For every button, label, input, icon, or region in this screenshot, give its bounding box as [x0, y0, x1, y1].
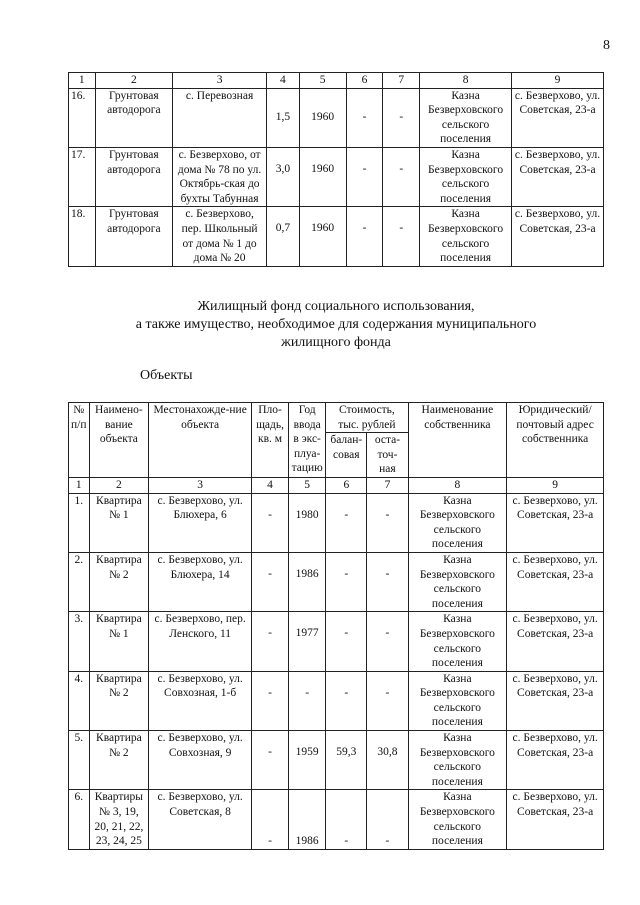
header-area: Пло-щадь, кв. м — [252, 403, 289, 478]
owner: Казна Безверховского сельского поселения — [408, 731, 507, 790]
object-name: Квартира № 2 — [89, 731, 149, 790]
owner: Казна Безверховского сельского поселения — [408, 790, 507, 849]
table-row — [69, 612, 604, 671]
cell-c7: - — [383, 88, 420, 147]
object-name: Квартира № 2 — [89, 552, 149, 611]
owner-address: с. Безверхово, ул. Советская, 23-а — [512, 207, 604, 266]
object-location: с. Безверхово, ул. Блюхера, 14 — [149, 552, 252, 611]
owner-address: с. Безверхово, ул. Советская, 23-а — [507, 612, 604, 671]
owner-address: с. Безверхово, ул. Советская, 23-а — [512, 147, 604, 206]
object-area: - — [252, 790, 289, 849]
object-location: с. Безверхово, ул. Блюхера, 6 — [149, 493, 252, 552]
object-name: Квартира № 1 — [89, 612, 149, 671]
owner: Казна Безверховского сельского поселения — [420, 147, 512, 206]
page-number: 8 — [603, 38, 610, 53]
owner-address: с. Безверхово, ул. Советская, 23-а — [507, 552, 604, 611]
col-num: 7 — [383, 73, 420, 89]
cost-balance: - — [326, 671, 367, 730]
row-number: 3. — [69, 612, 90, 671]
cell-c7: - — [383, 207, 420, 266]
section-title-line: жилищного фонда — [281, 335, 391, 350]
object-year: 1959 — [289, 731, 326, 790]
header-year: Год ввода в экс-плуа-тацию — [289, 403, 326, 478]
owner: Казна Безверховского сельского поселения — [420, 207, 512, 266]
row-number: 1. — [69, 493, 90, 552]
column-number-row — [69, 73, 604, 89]
row-number: 18. — [69, 207, 96, 266]
object-name: Квартиры № 3, 19, 20, 21, 22, 23, 24, 25 — [89, 790, 149, 849]
object-year: 1960 — [299, 207, 346, 266]
owner-address: с. Безверхово, ул. Советская, 23-а — [507, 671, 604, 730]
owner-address: с. Безверхово, ул. Советская, 23-а — [507, 731, 604, 790]
header-cost-balance: балан-совая — [326, 433, 367, 478]
object-year: 1960 — [299, 147, 346, 206]
cell-c6: - — [346, 88, 383, 147]
object-length: 0,7 — [267, 207, 300, 266]
col-num: 9 — [512, 73, 604, 89]
object-location: с. Безверхово, пер. Ленского, 11 — [149, 612, 252, 671]
owner: Казна Безверховского сельского поселения — [408, 552, 507, 611]
object-location: с. Безверхово, пер. Школьный от дома № 1 до дома № 20 — [173, 207, 267, 266]
table-row — [69, 790, 604, 849]
row-number: 17. — [69, 147, 96, 206]
table-row — [69, 88, 604, 147]
table-row — [69, 207, 604, 266]
table-row — [69, 552, 604, 611]
object-area: - — [252, 493, 289, 552]
col-num: 6 — [326, 477, 367, 493]
object-area: - — [252, 671, 289, 730]
col-num: 6 — [346, 73, 383, 89]
object-year: - — [289, 671, 326, 730]
col-num: 3 — [149, 477, 252, 493]
header-row — [69, 403, 604, 433]
cell-c6: - — [346, 207, 383, 266]
row-number: 2. — [69, 552, 90, 611]
section-title — [68, 298, 604, 352]
housing-table — [68, 402, 604, 850]
row-number: 6. — [69, 790, 90, 849]
header-location: Местонахожде-ние объекта — [149, 403, 252, 478]
col-num: 9 — [507, 477, 604, 493]
cost-residual: - — [367, 612, 408, 671]
col-num: 3 — [173, 73, 267, 89]
col-num: 2 — [89, 477, 149, 493]
object-year: 1986 — [289, 790, 326, 849]
owner: Казна Безверховского сельского поселения — [408, 493, 507, 552]
cell-c7: - — [383, 147, 420, 206]
col-num: 5 — [289, 477, 326, 493]
object-year: 1986 — [289, 552, 326, 611]
object-type: Грунтовая автодорога — [95, 147, 173, 206]
object-area: - — [252, 731, 289, 790]
cost-residual: 30,8 — [367, 731, 408, 790]
owner-address: с. Безверхово, ул. Советская, 23-а — [507, 493, 604, 552]
roads-table — [68, 72, 604, 267]
col-num: 4 — [267, 73, 300, 89]
object-location: с. Безверхово, от дома № 78 по ул. Октябрь-ская до бухты Табунная — [173, 147, 267, 206]
owner-address: с. Безверхово, ул. Советская, 23-а — [512, 88, 604, 147]
objects-label: Объекты — [140, 368, 193, 383]
header-name: Наимено-вание объекта — [89, 403, 149, 478]
section-title-line: а также имущество, необходимое для содержания муниципального — [135, 317, 537, 332]
object-area: - — [252, 552, 289, 611]
table-row — [69, 731, 604, 790]
object-length: 1,5 — [267, 88, 300, 147]
cost-residual: - — [367, 790, 408, 849]
cost-balance: - — [326, 790, 367, 849]
object-location: с. Безверхово, ул. Совхозная, 9 — [149, 731, 252, 790]
table-row — [69, 147, 604, 206]
col-num: 1 — [69, 477, 90, 493]
header-owner: Наименование собственника — [408, 403, 507, 478]
table-row — [69, 493, 604, 552]
column-number-row — [69, 477, 604, 493]
col-num: 5 — [299, 73, 346, 89]
row-number: 16. — [69, 88, 96, 147]
row-number: 5. — [69, 731, 90, 790]
owner: Казна Безверховского сельского поселения — [420, 88, 512, 147]
object-location: с. Безверхово, ул. Совхозная, 1-б — [149, 671, 252, 730]
col-num: 8 — [408, 477, 507, 493]
object-type: Грунтовая автодорога — [95, 88, 173, 147]
cost-residual: - — [367, 671, 408, 730]
object-year: 1960 — [299, 88, 346, 147]
object-year: 1980 — [289, 493, 326, 552]
cost-balance: - — [326, 612, 367, 671]
object-year: 1977 — [289, 612, 326, 671]
cost-balance: - — [326, 552, 367, 611]
header-num: № п/п — [69, 403, 90, 478]
section-title-line: Жилищный фонд социального использования, — [197, 299, 475, 314]
header-cost: Стоимость, тыс. рублей — [326, 403, 408, 433]
owner-address: с. Безверхово, ул. Советская, 23-а — [507, 790, 604, 849]
object-name: Квартира № 2 — [89, 671, 149, 730]
header-legal-address: Юридический/ почтовый адрес собственника — [507, 403, 604, 478]
object-location: с. Перевозная — [173, 88, 267, 147]
col-num: 4 — [252, 477, 289, 493]
object-location: с. Безверхово, ул. Советская, 8 — [149, 790, 252, 849]
cost-residual: - — [367, 493, 408, 552]
col-num: 7 — [367, 477, 408, 493]
header-cost-residual: оста-точ-ная — [367, 433, 408, 478]
cell-c6: - — [346, 147, 383, 206]
owner: Казна Безверховского сельского поселения — [408, 612, 507, 671]
col-num: 2 — [95, 73, 173, 89]
col-num: 1 — [69, 73, 96, 89]
cost-balance: - — [326, 493, 367, 552]
row-number: 4. — [69, 671, 90, 730]
cost-residual: - — [367, 552, 408, 611]
object-area: - — [252, 612, 289, 671]
table-row — [69, 671, 604, 730]
cost-balance: 59,3 — [326, 731, 367, 790]
owner: Казна Безверховского сельского поселения — [408, 671, 507, 730]
object-name: Квартира № 1 — [89, 493, 149, 552]
object-length: 3,0 — [267, 147, 300, 206]
col-num: 8 — [420, 73, 512, 89]
object-type: Грунтовая автодорога — [95, 207, 173, 266]
